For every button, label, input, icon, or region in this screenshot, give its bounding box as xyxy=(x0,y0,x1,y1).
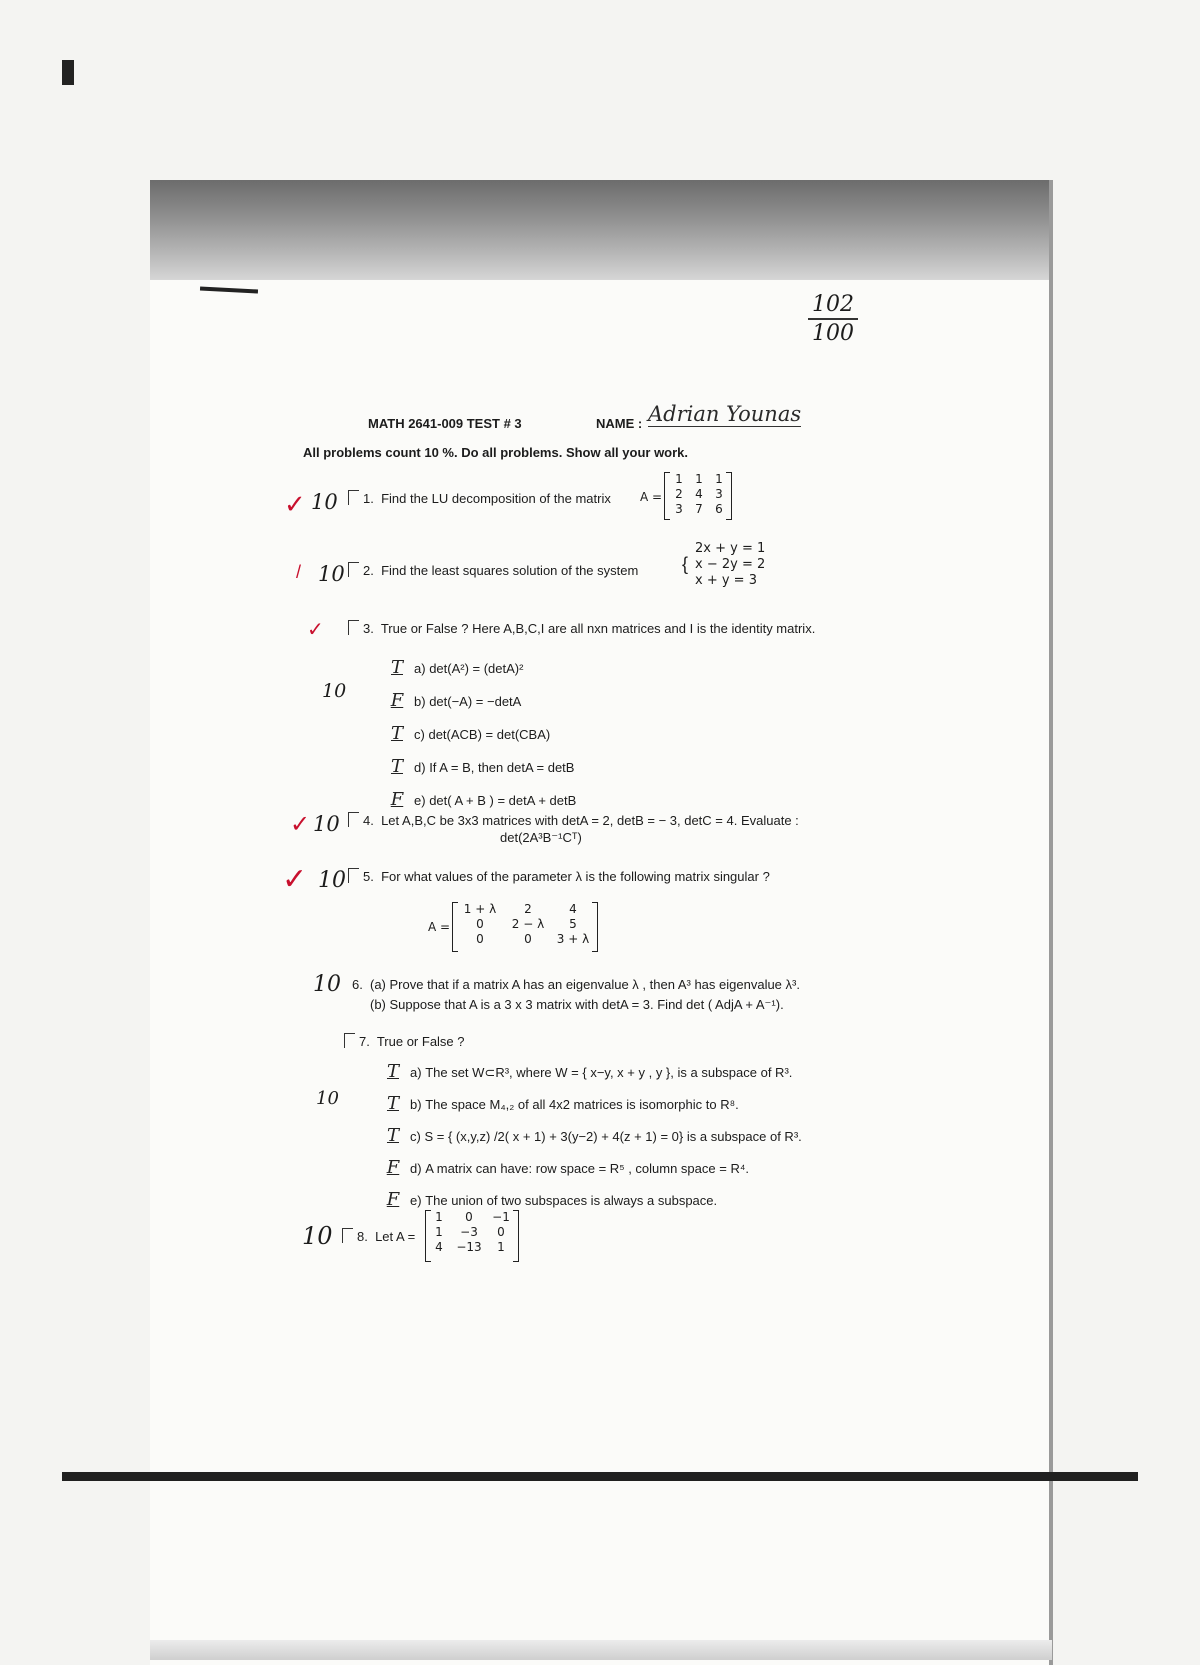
course-title: MATH 2641-009 TEST # 3 xyxy=(368,416,522,431)
problem-1 xyxy=(348,490,611,506)
tf-answer: T xyxy=(390,657,403,678)
tf-item xyxy=(376,1056,802,1088)
p5-matrix-label: A = xyxy=(428,920,451,934)
p1-matrix xyxy=(664,472,732,520)
name-label: NAME : xyxy=(596,416,643,431)
matrix-cell: 4 xyxy=(435,1240,443,1254)
problem-7-num: 7. xyxy=(359,1034,370,1049)
problem-4-text: Let A,B,C be 3x3 matrices with detA = 2, detB = − 3, detC = 4. Evaluate : xyxy=(381,813,799,828)
matrix-bracket-right xyxy=(513,1210,519,1262)
tf-label: a) xyxy=(410,1065,422,1080)
p5-matrix xyxy=(452,902,598,952)
tf-item xyxy=(376,1152,802,1184)
matrix-cell: 1 xyxy=(675,472,683,486)
tf-answer: F xyxy=(386,1157,400,1178)
matrix-bracket-left xyxy=(452,902,458,952)
tf-answer: F xyxy=(390,789,404,810)
matrix-cell: 3 + λ xyxy=(556,932,590,946)
tf-answer: T xyxy=(390,723,403,744)
matrix-cell: 1 xyxy=(497,1240,505,1254)
p1-matrix-label: A = xyxy=(640,490,663,504)
tf-label: c) xyxy=(414,727,425,742)
equation-1: 2x + y = 1 xyxy=(695,541,766,556)
problem-4 xyxy=(348,812,799,828)
problem-box xyxy=(348,562,359,577)
matrix-cell: 6 xyxy=(715,502,723,516)
check-mark-5: ✓ xyxy=(282,862,308,897)
tf-label: b) xyxy=(410,1097,422,1112)
matrix-cell: 1 xyxy=(695,472,703,486)
matrix-cell: 3 xyxy=(715,487,723,501)
check-mark-4: ✓ xyxy=(290,810,311,838)
matrix-cells xyxy=(425,1210,519,1254)
matrix-cell: −3 xyxy=(460,1225,478,1239)
score-8: 10 xyxy=(302,1222,333,1250)
tf-label: e) xyxy=(414,793,426,808)
tf-label: e) xyxy=(410,1193,422,1208)
score-2: 10 xyxy=(318,562,345,586)
tf-label: d) xyxy=(410,1161,422,1176)
p4-expression: det(2A³B⁻¹Cᵀ) xyxy=(500,830,582,845)
problem-7-text: True or False ? xyxy=(376,1034,465,1049)
tf-text: det(A²) = (detA)² xyxy=(429,661,524,676)
score-3: 10 xyxy=(322,680,347,702)
matrix-cell: 7 xyxy=(695,502,703,516)
matrix-cell: 1 xyxy=(435,1225,443,1239)
grade xyxy=(808,292,858,346)
problem-box xyxy=(348,620,359,635)
tf-answer: T xyxy=(386,1093,399,1114)
problem-box xyxy=(344,1033,355,1048)
student-name: Adrian Younas xyxy=(648,402,802,426)
tf-text: det( A + B ) = detA + detB xyxy=(429,793,577,808)
grade-divider xyxy=(808,318,858,320)
tf-item xyxy=(380,751,576,784)
check-mark-1: ✓ xyxy=(284,490,306,520)
matrix-cell: 1 + λ xyxy=(463,902,497,916)
tf-answer: T xyxy=(386,1125,399,1146)
tf-text: A matrix can have: row space = R⁵ , column space = R⁴. xyxy=(425,1161,750,1176)
tick-mark-2: / xyxy=(296,562,302,582)
problem-8-num: 8. xyxy=(357,1229,368,1244)
problem-5-text: For what values of the parameter λ is the following matrix singular ? xyxy=(381,869,770,884)
matrix-cell: 4 xyxy=(695,487,703,501)
equation-2: x − 2y = 2 xyxy=(695,557,766,572)
equation-3: x + y = 3 xyxy=(695,573,757,588)
tf-answer: F xyxy=(386,1189,400,1210)
matrix-cell: 2 xyxy=(524,902,532,916)
problem-box xyxy=(348,812,359,827)
tf-item xyxy=(380,685,576,718)
tf-label: d) xyxy=(414,760,426,775)
problem-2-text: Find the least squares solution of the system xyxy=(381,563,639,578)
problem-6-num: 6. xyxy=(352,977,363,992)
score-6: 10 xyxy=(313,972,341,997)
grade-total: 100 xyxy=(812,321,854,346)
tf-item xyxy=(376,1088,802,1120)
score-1: 10 xyxy=(311,490,338,514)
matrix-bracket-right xyxy=(592,902,598,952)
problem-6-part-b: (b) Suppose that A is a 3 x 3 matrix with detA = 3. Find det ( AdjA + A⁻¹). xyxy=(370,997,784,1012)
tf-label: b) xyxy=(414,694,426,709)
problem-7 xyxy=(344,1033,465,1049)
tf-answer: F xyxy=(390,690,404,711)
score-4: 10 xyxy=(313,812,340,836)
matrix-cell: 4 xyxy=(569,902,577,916)
problem-2-num: 2. xyxy=(363,563,374,578)
problem-8-text: Let A = xyxy=(375,1229,416,1244)
paper-bottom-shadow xyxy=(150,1640,1052,1660)
problem-1-num: 1. xyxy=(363,491,374,506)
tf-label: c) xyxy=(410,1129,421,1144)
p8-matrix xyxy=(425,1210,519,1262)
matrix-cells xyxy=(452,902,598,946)
tf-text: S = { (x,y,z) /2( x + 1) + 3(y−2) + 4(z + 1) = 0} is a subspace of R³. xyxy=(424,1129,802,1144)
problem-6-part-a: (a) Prove that if a matrix A has an eigenvalue λ , then A³ has eigenvalue λ³. xyxy=(370,977,800,992)
score-7: 10 xyxy=(316,1088,339,1109)
problem-5 xyxy=(348,868,770,884)
problem-2 xyxy=(348,562,638,578)
p3-items xyxy=(380,652,576,817)
tf-label: a) xyxy=(414,661,426,676)
problem-3-num: 3. xyxy=(363,621,374,636)
matrix-bracket-right xyxy=(726,472,732,520)
problem-box xyxy=(342,1228,353,1243)
system-brace: { xyxy=(682,554,689,574)
problem-8 xyxy=(342,1228,415,1244)
matrix-cell: 0 xyxy=(476,932,484,946)
matrix-cell: 0 xyxy=(476,917,484,931)
matrix-cell: 0 xyxy=(497,1225,505,1239)
matrix-cell: 2 − λ xyxy=(511,917,545,931)
matrix-cell: 3 xyxy=(675,502,683,516)
matrix-cell: 5 xyxy=(569,917,577,931)
tf-item xyxy=(376,1120,802,1152)
problem-box xyxy=(348,868,359,883)
problem-3 xyxy=(348,620,815,636)
problem-5-num: 5. xyxy=(363,869,374,884)
p7-items xyxy=(376,1056,802,1216)
tf-answer: T xyxy=(390,756,403,777)
scan-bottom-bar xyxy=(62,1472,1138,1481)
score-5: 10 xyxy=(318,868,346,893)
tf-answer: T xyxy=(386,1061,399,1082)
paper-edge xyxy=(1049,180,1053,1665)
matrix-cell: 2 xyxy=(675,487,683,501)
scan-mark xyxy=(62,60,74,85)
matrix-bracket-left xyxy=(425,1210,431,1262)
check-mark-3: ✓ xyxy=(307,617,324,641)
instructions: All problems count 10 %. Do all problems. Show all your work. xyxy=(303,445,689,460)
tf-text: The set W⊂R³, where W = { x−y, x + y , y }, is a subspace of R³. xyxy=(425,1065,793,1080)
scan-shadow-band xyxy=(150,180,1052,280)
paper-sheet xyxy=(150,180,1052,1665)
tf-text: The space M₄,₂ of all 4x2 matrices is isomorphic to R⁸. xyxy=(425,1097,739,1112)
tf-item xyxy=(380,718,576,751)
matrix-cell: −1 xyxy=(492,1210,510,1224)
matrix-cells xyxy=(664,472,732,516)
tf-text: det(−A) = −detA xyxy=(429,694,522,709)
matrix-bracket-left xyxy=(664,472,670,520)
tf-text: The union of two subspaces is always a subspace. xyxy=(425,1193,718,1208)
tf-item xyxy=(380,652,576,685)
problem-box xyxy=(348,490,359,505)
matrix-cell: 1 xyxy=(715,472,723,486)
matrix-cell: 0 xyxy=(524,932,532,946)
tf-text: If A = B, then detA = detB xyxy=(429,760,575,775)
problem-4-num: 4. xyxy=(363,813,374,828)
matrix-cell: 1 xyxy=(435,1210,443,1224)
problem-1-text: Find the LU decomposition of the matrix xyxy=(381,491,611,506)
matrix-cell: −13 xyxy=(456,1240,482,1254)
p2-system xyxy=(695,541,765,589)
tf-text: det(ACB) = det(CBA) xyxy=(428,727,551,742)
grade-earned: 102 xyxy=(812,292,854,317)
problem-3-text: True or False ? Here A,B,C,I are all nxn matrices and I is the identity matrix. xyxy=(380,621,816,636)
matrix-cell: 0 xyxy=(465,1210,473,1224)
